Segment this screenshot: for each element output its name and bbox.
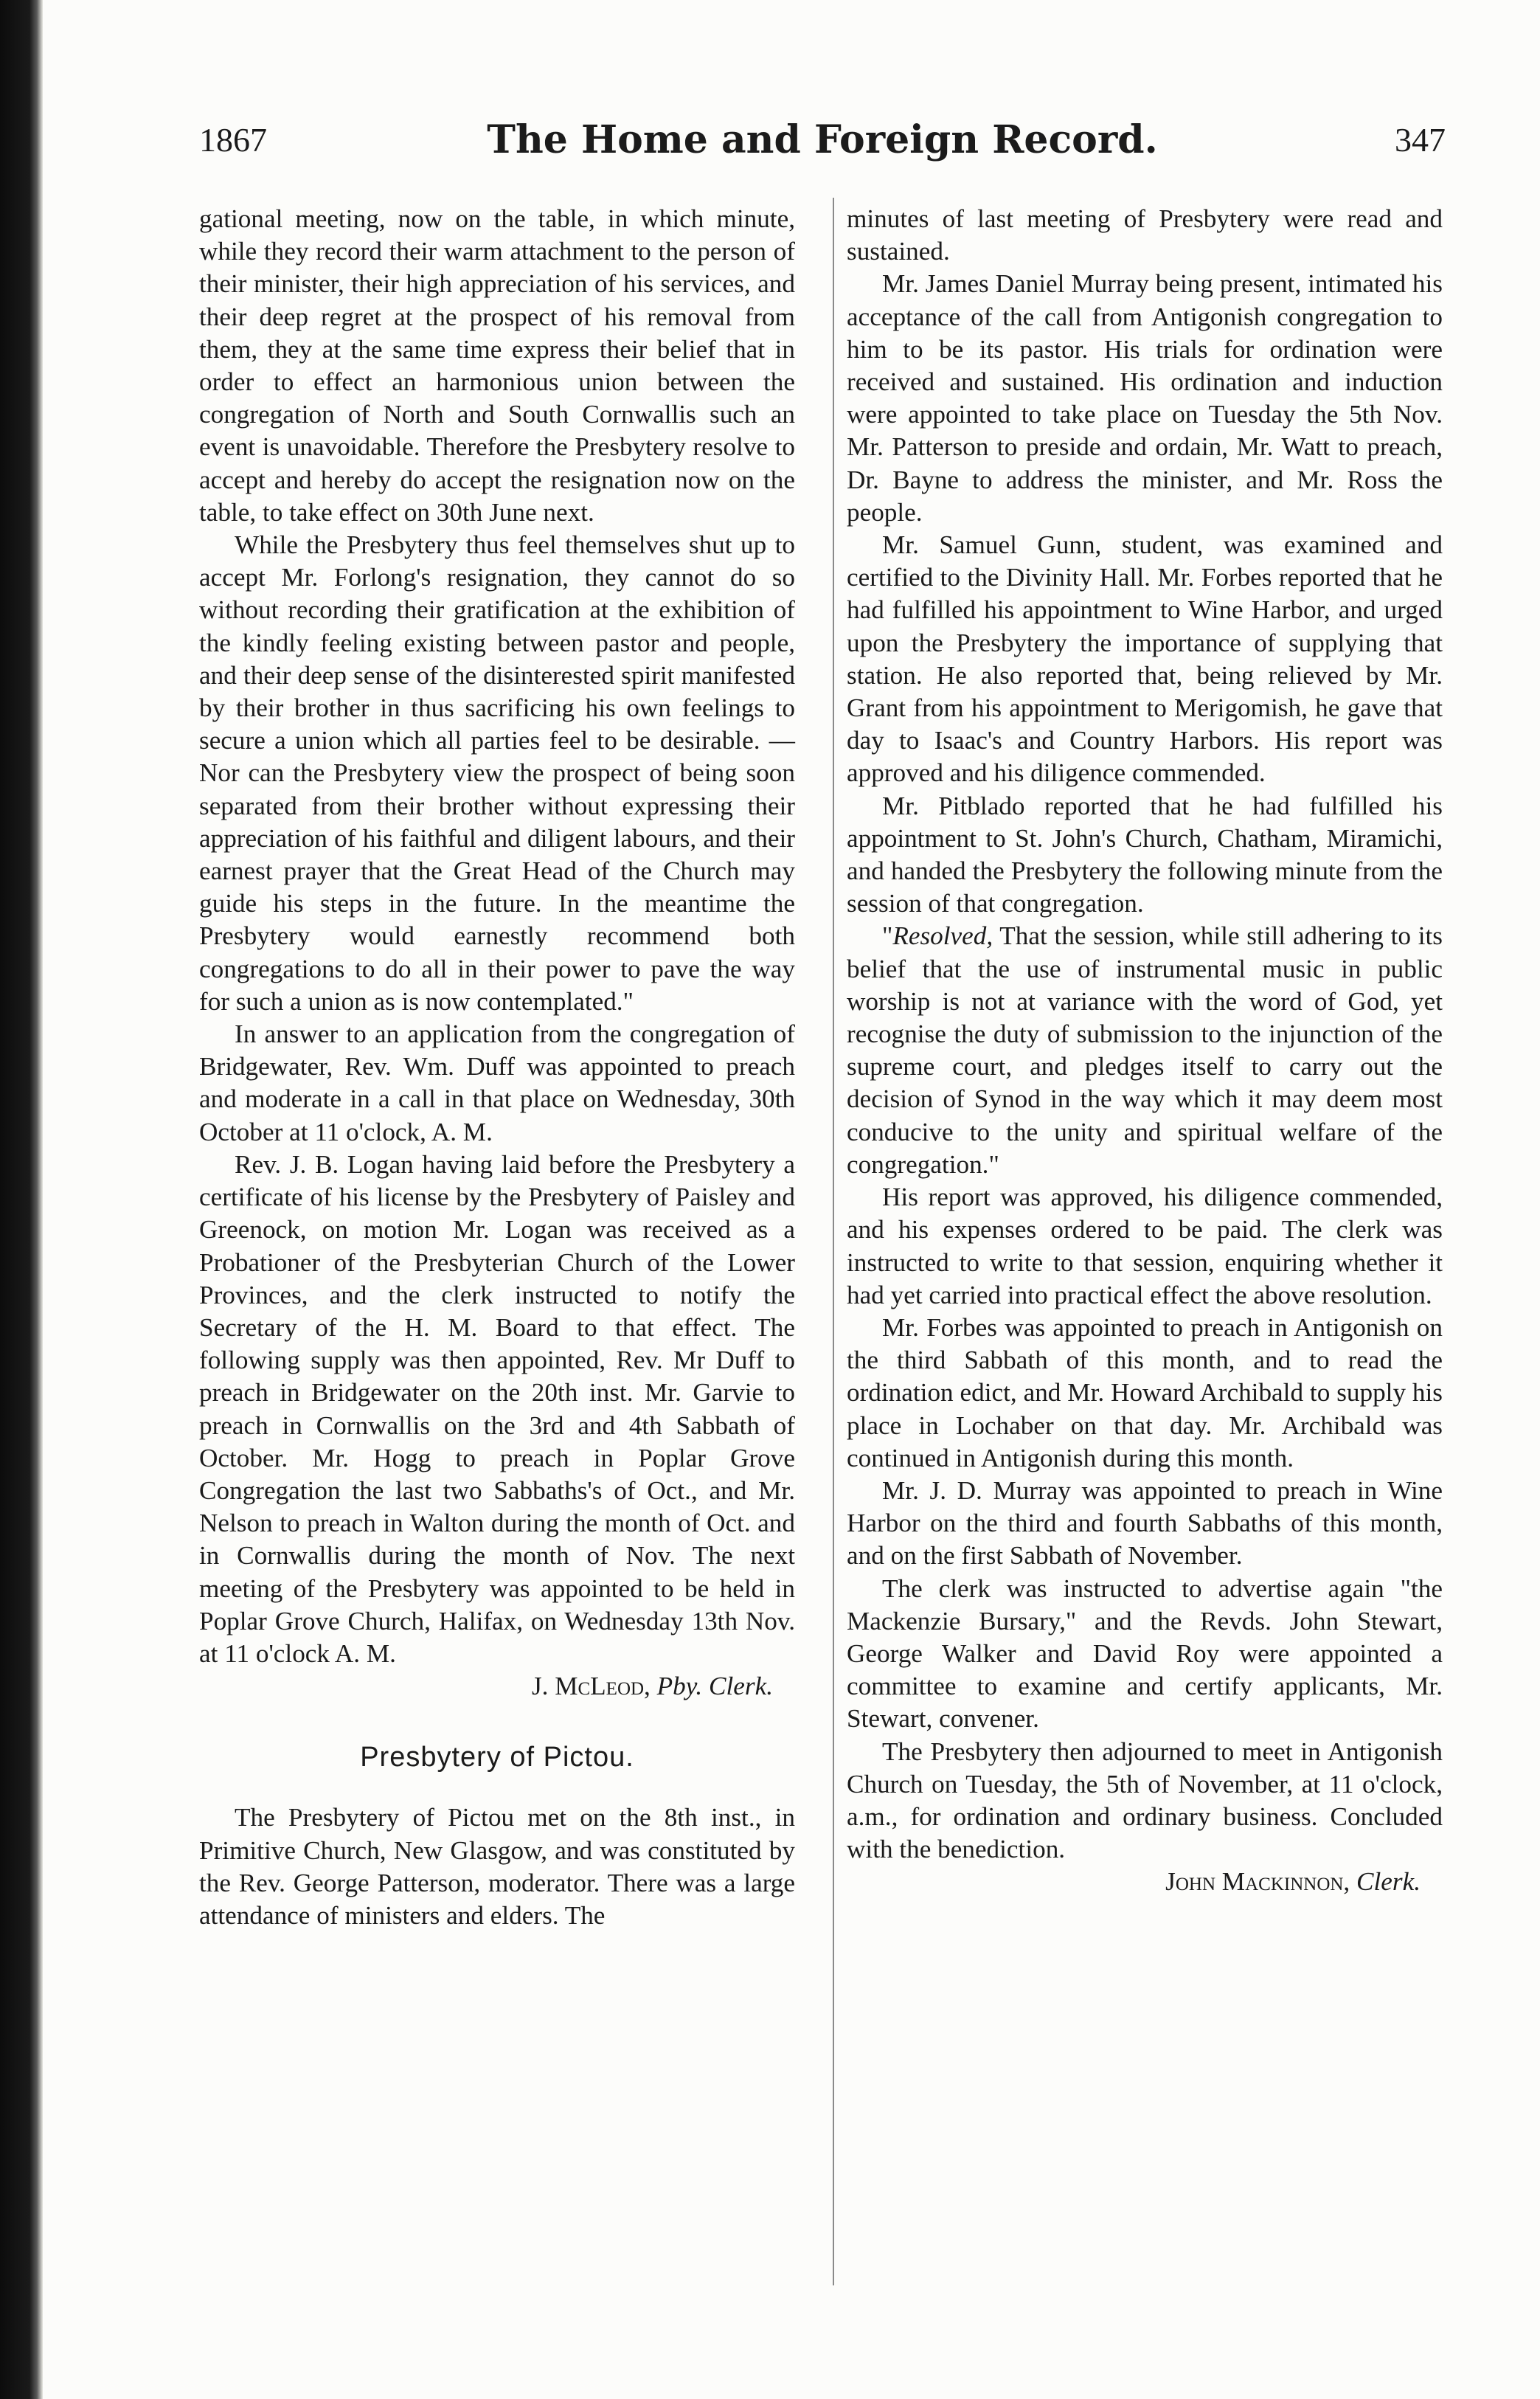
resolved-word: Resolved, [892,921,993,951]
left-column [199,203,795,1932]
signature-role: Clerk. [1356,1867,1421,1897]
paragraph: Mr. Samuel Gunn, student, was examined and certified to the Divinity Hall. Mr. Forbes reported that he had fulfilled his appointment to Wine Harbor, and urged upon the Presbytery the importance of supplying that station. He also reported that, being relieved by Mr. Grant from his appointment to Merigomish, he gave that day to Isaac's and Country Harbors. His report was approved and his diligence commended. [847,530,1443,788]
quote-open: " [882,921,893,951]
paragraph: The Presbytery then adjourned to meet in Antigonish Church on Tuesday, the 5th of November, at 11 o'clock, a.m., for ordination and ordinary business. Concluded with the benediction. [847,1737,1443,1864]
clerk-signature [199,1670,795,1703]
paragraph: In answer to an application from the congregation of Bridgewater, Rev. Wm. Duff was appointed to preach and moderate in a call in that place on Wednesday, 30th October at 11 o'clock, A. M. [199,1020,795,1146]
header-page-number: 347 [1395,121,1446,159]
paragraph: His report was approved, his diligence commended, and his expenses ordered to be paid. The clerk was instructed to write to that session, enquiring whether it had yet carried into practical effect the above resolution. [847,1183,1443,1309]
paragraph: Mr. James Daniel Murray being present, intimated his acceptance of the call from Antigonish congregation to him to be its pastor. His trials for ordination were received and sustained. His ordination and induction were appointed to take place on Tuesday the 5th Nov. Mr. Patterson to preside and ordain, Mr. Watt to preach, Dr. Bayne to address the minister, and Mr. Ross the people. [847,269,1443,527]
paragraph: While the Presbytery thus feel themselves shut up to accept Mr. Forlong's resignation, they cannot do so without recording their gratification at the exhibition of the kindly feeling existing between pastor and people, and their deep sense of the disinterested spirit manifested by their brother in thus sacrificing his own feelings to secure a union which all parties feel to be desirable. —Nor can the Presbytery view the prospect of being soon separated from their brother without expressing their appreciation of his faithful and diligent labours, and their earnest prayer that the Great Head of the Church may guide his steps in the future. In the meantime the Presbytery would earnestly recommend both congregations to do all in their power to pave the way for such a union as is now contemplated." [199,530,795,1016]
header-title: The Home and Foreign Record. [487,117,1158,162]
paragraph: Mr. J. D. Murray was appointed to preach in Wine Harbor on the third and fourth Sabbaths of this month, and on the first Sabbath of November. [847,1475,1443,1571]
right-column [847,203,1443,1899]
binding-shadow [0,0,43,2399]
paragraph: The clerk was instructed to advertise again "the Mackenzie Bursary," and the Revds. John Stewart, George Walker and David Roy were appointed a committee to examine and certify applicants, Mr. Stewart, convener. [847,1574,1443,1734]
clerk-signature [847,1866,1443,1898]
running-header [199,118,1446,177]
paragraph: gational meeting, now on the table, in which minute, while they record their warm attachment to the person of their minister, their high appreciation of his services, and their deep regret at the prospect of his removal from them, they at the same time express their belief that in order to effect an harmonious union between the congregation of North and South Cornwallis such an event is unavoidable. Therefore the Presbytery resolve to accept and hereby do accept the resignation now on the table, to take effect on 30th June next. [199,204,795,527]
paragraph: minutes of last meeting of Presbytery were read and sustained. [847,204,1443,266]
paragraph: Rev. J. B. Logan having laid before the Presbytery a certificate of his license by the Presbytery of Paisley and Greenock, on motion Mr. Logan was received as a Probationer of the Presbyterian Church of the Lower Provinces, and the clerk instructed to notify the Secretary of the H. M. Board to that effect. The following supply was then appointed, Rev. Mr Duff to preach in Bridgewater on the 20th inst. Mr. Garvie to preach in Cornwallis on the 3rd and 4th Sabbath of October. Mr. Hogg to preach in Poplar Grove Congregation the last two Sabbaths's of Oct., and Mr. Nelson to preach in Walton during the month of Oct. and in Cornwallis during the month of Nov. The next meeting of the Presbytery was appointed to be held in Poplar Grove Church, Halifax, on Wednesday 13th Nov. at 11 o'clock A. M. [199,1149,795,1668]
paragraph: Mr. Pitblado reported that he had fulfilled his appointment to St. John's Church, Chatham, Miramichi, and handed the Presbytery the following minute from the session of that congregation. [847,791,1443,918]
signature-name: John Mackinnon, [1165,1867,1350,1897]
paragraph: The Presbytery of Pictou met on the 8th inst., in Primitive Church, New Glasgow, and was constituted by the Rev. George Patterson, moderator. There was a large attendance of ministers and elders. The [199,1803,795,1930]
column-divider [833,198,834,2285]
resolution-text: That the session, while still adhering to its belief that the use of instrumental music in public worship is not at variance with the word of God, yet recognise the duty of submission to the injunction of the supreme court, and pledges itself to carry out the decision of Synod in the way which it may deem most conducive to the unity and spiritual welfare of the congregation." [847,921,1443,1179]
signature-role: Pby. Clerk. [656,1672,773,1701]
header-year: 1867 [199,121,267,159]
section-heading: Presbytery of Pictou. [360,1742,634,1773]
signature-name: J. McLeod, [531,1672,651,1701]
resolution-paragraph [847,920,1443,1181]
paragraph: Mr. Forbes was appointed to preach in Antigonish on the third Sabbath of this month, and to read the ordination edict, and Mr. Howard Archibald to supply his place in Lochaber on that day. Mr. Archibald was continued in Antigonish during this month. [847,1312,1443,1472]
